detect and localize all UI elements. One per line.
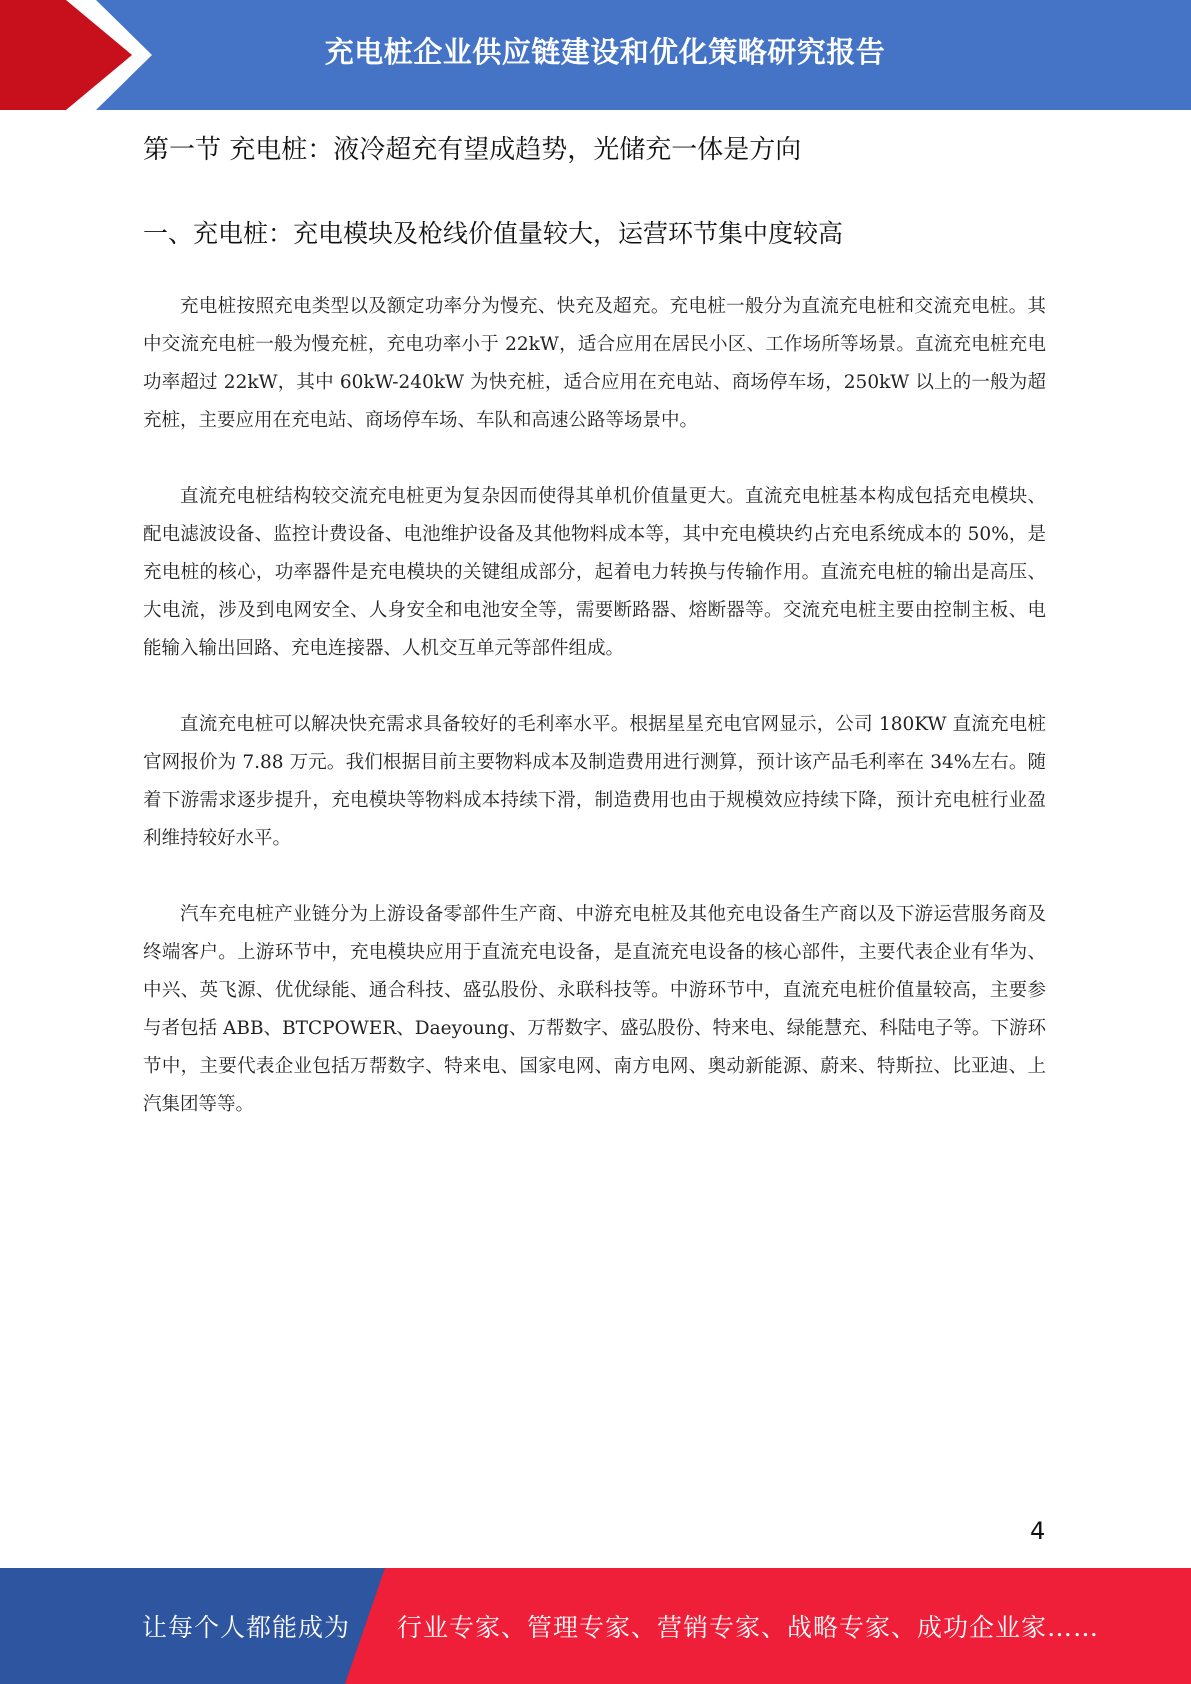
footer-slogan-right: 行业专家、管理专家、营销专家、战略专家、成功企业家……	[397, 1613, 1100, 1642]
subsection-heading: 一、充电桩：充电模块及枪线价值量较大，运营环节集中度较高	[143, 219, 844, 248]
section-heading: 第一节 充电桩：液冷超充有望成趋势，光储充一体是方向	[143, 135, 802, 165]
page-number: 4	[1030, 1517, 1046, 1545]
page-footer	[0, 1568, 1191, 1684]
paragraph-3: 直流充电桩可以解决快充需求具备较好的毛利率水平。根据星星充电官网显示，公司 180KW 直流充电桩官网报价为 7.88 万元。我们根据目前主要物料成本及制造费用进行测算，预计该产品毛利率在 34%左右。随着下游需求逐步提升，充电模块等物料成本持续下滑，制造费用也由于规模效应持续下降，预计充电桩行业盈利维持较好水平。	[143, 714, 1046, 849]
body-text	[143, 288, 1046, 1162]
page-header	[0, 0, 1191, 110]
report-title: 充电桩企业供应链建设和优化策略研究报告	[324, 34, 886, 69]
paragraph-4: 汽车充电桩产业链分为上游设备零部件生产商、中游充电桩及其他充电设备生产商以及下游运营服务商及终端客户。上游环节中，充电模块应用于直流充电设备，是直流充电设备的核心部件，主要代表企业有华为、中兴、英飞源、优优绿能、通合科技、盛弘股份、永联科技等。中游环节中，直流充电桩价值量较高，主要参与者包括 ABB、BTCPOWER、Daeyoung、万帮数字、盛弘股份、特来电、绿能慧充、科陆电子等。下游环节中，主要代表企业包括万帮数字、特来电、国家电网、南方电网、奥动新能源、蔚来、特斯拉、比亚迪、上汽集团等等。	[143, 904, 1046, 1115]
paragraph-1: 充电桩按照充电类型以及额定功率分为慢充、快充及超充。充电桩一般分为直流充电桩和交流充电桩。其中交流充电桩一般为慢充桩，充电功率小于 22kW，适合应用在居民小区、工作场所等场景。直流充电桩充电功率超过 22kW，其中 60kW-240kW 为快充桩，适合应用在充电站、商场停车场，250kW 以上的一般为超充桩，主要应用在充电站、商场停车场、车队和高速公路等场景中。	[143, 296, 1046, 431]
paragraph-2: 直流充电桩结构较交流充电桩更为复杂因而使得其单机价值量更大。直流充电桩基本构成包括充电模块、配电滤波设备、监控计费设备、电池维护设备及其他物料成本等，其中充电模块约占充电系统成本的 50%，是充电桩的核心，功率器件是充电模块的关键组成部分，起着电力转换与传输作用。直流充电桩的输出是高压、大电流，涉及到电网安全、人身安全和电池安全等，需要断路器、熔断器等。交流充电桩主要由控制主板、电能输入输出回路、充电连接器、人机交互单元等部件组成。	[143, 486, 1046, 659]
footer-slogan-left: 让每个人都能成为	[142, 1613, 351, 1642]
